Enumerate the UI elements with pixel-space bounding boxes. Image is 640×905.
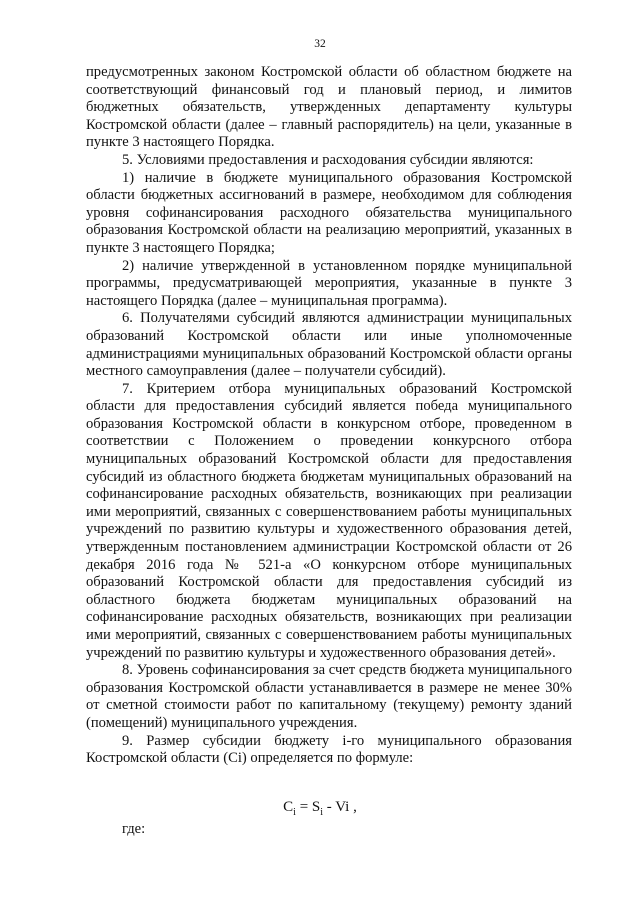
paragraph: 6. Получателями субсидий являются администрации муниципальных образований Костромской области или иные уполномоченные администрациями муниципальных образований Костромской области органы местного самоуправления (далее – получатели субсидий). <box>86 310 572 380</box>
formula-lhs-subscript: i <box>293 807 296 818</box>
formula-equals: = <box>295 799 312 815</box>
paragraph: 2) наличие утвержденной в установленном порядке муниципальной программы, предусматривающей мероприятия, указанные в пункте 3 настоящего Порядка (далее – муниципальная программа). <box>86 257 572 309</box>
formula-s-subscript: i <box>320 807 324 818</box>
formula-lhs: C <box>283 799 294 815</box>
formula-rest: - Vi , <box>323 799 357 815</box>
paragraph: 5. Условиями предоставления и расходования субсидии являются: <box>122 151 534 168</box>
paragraph: предусмотренных законом Костромской области об областном бюджете на соответствующий финансовый год и плановый период, и лимитов бюджетных обязательств, утвержденных департаменту культуры Костромской области (далее – главный распорядитель) на цели, указанные в пункте 3 настоящего Порядка. <box>86 64 572 151</box>
paragraph: 1) наличие в бюджете муниципального образования Костромской области бюджетных ассигнований в размере, необходимом для соблюдения уровня софинансирования расходного обязательства муниципального образования Костромской области на реализацию мероприятий, указанных в пункте 3 настоящего Порядка; <box>86 169 572 256</box>
formula-s: S <box>311 799 321 815</box>
paragraph: 9. Размер субсидии бюджету i-го муниципального образования Костромской области (Ci) определяется по формуле: <box>86 732 572 767</box>
where-label: где: <box>122 821 146 837</box>
subsidy-formula <box>0 799 640 818</box>
paragraph: 8. Уровень софинансирования за счет средств бюджета муниципального образования Костромской области устанавливается в размере не менее 30% от сметной стоимости работ по капитальному (текущему) ремонту зданий (помещений) муниципального учреждения. <box>86 662 572 731</box>
document-body <box>86 64 572 768</box>
page-number: 32 <box>314 38 326 50</box>
paragraph: 7. Критерием отбора муниципальных образований Костромской области для предоставления субсидий является победа муниципального образования Костромской области в конкурсном отборе, проведенном в соответствии с Положением о проведении конкурсного отбора муниципальных образований Костромской области для предоставления субсидий из областного бюджета бюджетам муниципальных образований на софинансирование расходных обязательств, возникающих при реализации ими мероприятий, связанных с совершенствованием работы муниципальных учреждений по развитию культуры и художественного образования детей, утвержденным постановлением администрации Костромской области от 26 декабря 2016 года № 521-а «О конкурсном отборе муниципальных образований Костромской области для предоставления субсидий из областного бюджета бюджетам муниципальных образований на софинансирование расходных обязательств, возникающих при реализации ими мероприятий, связанных с совершенствованием работы муниципальных учреждений по развитию культуры и художественного образования детей». <box>86 380 572 661</box>
